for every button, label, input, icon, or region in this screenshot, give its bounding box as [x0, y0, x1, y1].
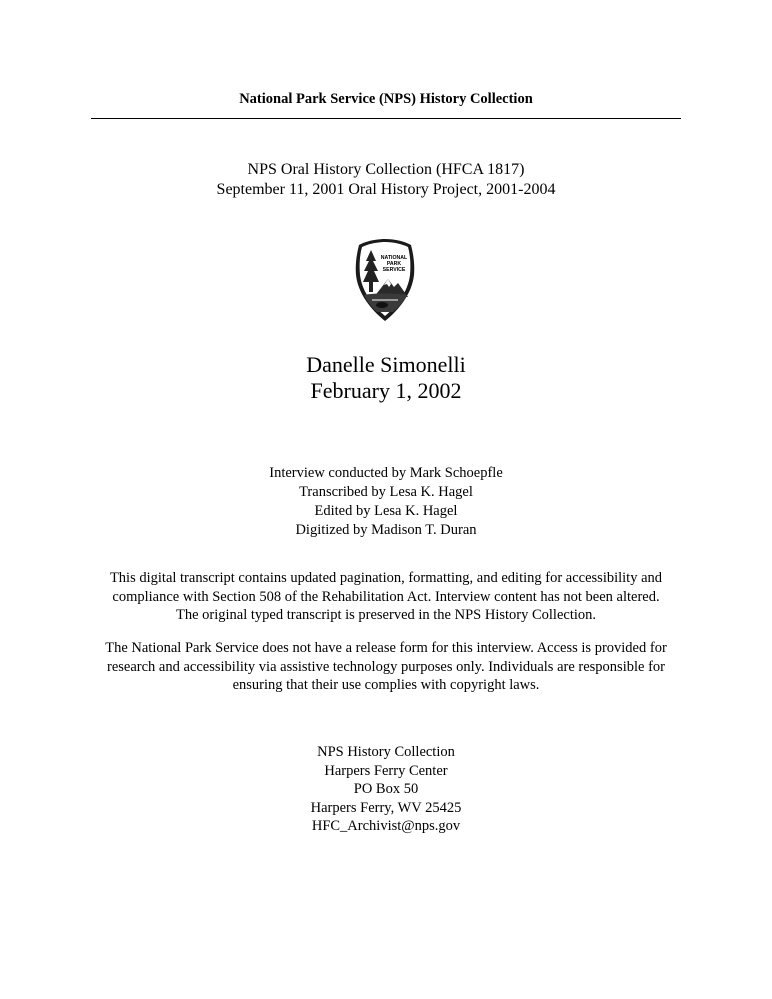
notice-line: This digital transcript contains updated pagination, formatting, and editing for accessibility and — [109, 570, 663, 586]
address-org: NPS History Collection — [317, 744, 455, 760]
page-header-title: National Park Service (NPS) History Collection — [239, 91, 533, 107]
accessibility-notice — [80, 569, 692, 625]
notice-line: The National Park Service does not have a release form for this interview. Access is provided for — [105, 640, 667, 656]
notice-line: ensuring that their use complies with copyright laws. — [232, 677, 540, 693]
credit-conducted: Interview conducted by Mark Schoepfle — [269, 465, 503, 481]
address-city: Harpers Ferry, WV 25425 — [310, 799, 462, 816]
release-notice — [80, 639, 692, 695]
collection-name: NPS Oral History Collection (HFCA 1817) — [247, 161, 525, 178]
credits-block — [0, 464, 772, 540]
address-po-box: PO Box 50 — [353, 781, 419, 797]
interviewee-block — [0, 352, 772, 404]
credit-digitized: Digitized by Madison T. Duran — [295, 522, 477, 538]
collection-info — [0, 160, 772, 200]
interviewee-name: Danelle Simonelli — [306, 352, 466, 377]
credit-transcribed: Transcribed by Lesa K. Hagel — [299, 484, 473, 500]
notice-line: The original typed transcript is preserved in the NPS History Collection. — [175, 607, 597, 623]
notice-line: research and accessibility via assistive technology purposes only. Individuals are responsible for — [107, 658, 665, 675]
header-divider — [91, 118, 681, 119]
contact-address — [0, 743, 772, 836]
logo-text-service: SERVICE — [382, 267, 406, 273]
address-center: Harpers Ferry Center — [324, 762, 448, 779]
project-name: September 11, 2001 Oral History Project, 2001-2004 — [216, 181, 556, 198]
logo-text-park: PARK — [386, 261, 402, 267]
interview-date: February 1, 2002 — [310, 378, 462, 403]
notice-line: compliance with Section 508 of the Rehabilitation Act. Interview content has not been altered. — [112, 588, 660, 605]
logo-text-national: NATIONAL — [380, 255, 408, 261]
credit-edited: Edited by Lesa K. Hagel — [314, 503, 458, 519]
contact-email: HFC_Archivist@nps.gov — [311, 818, 461, 834]
nps-arrowhead-icon — [352, 237, 418, 323]
